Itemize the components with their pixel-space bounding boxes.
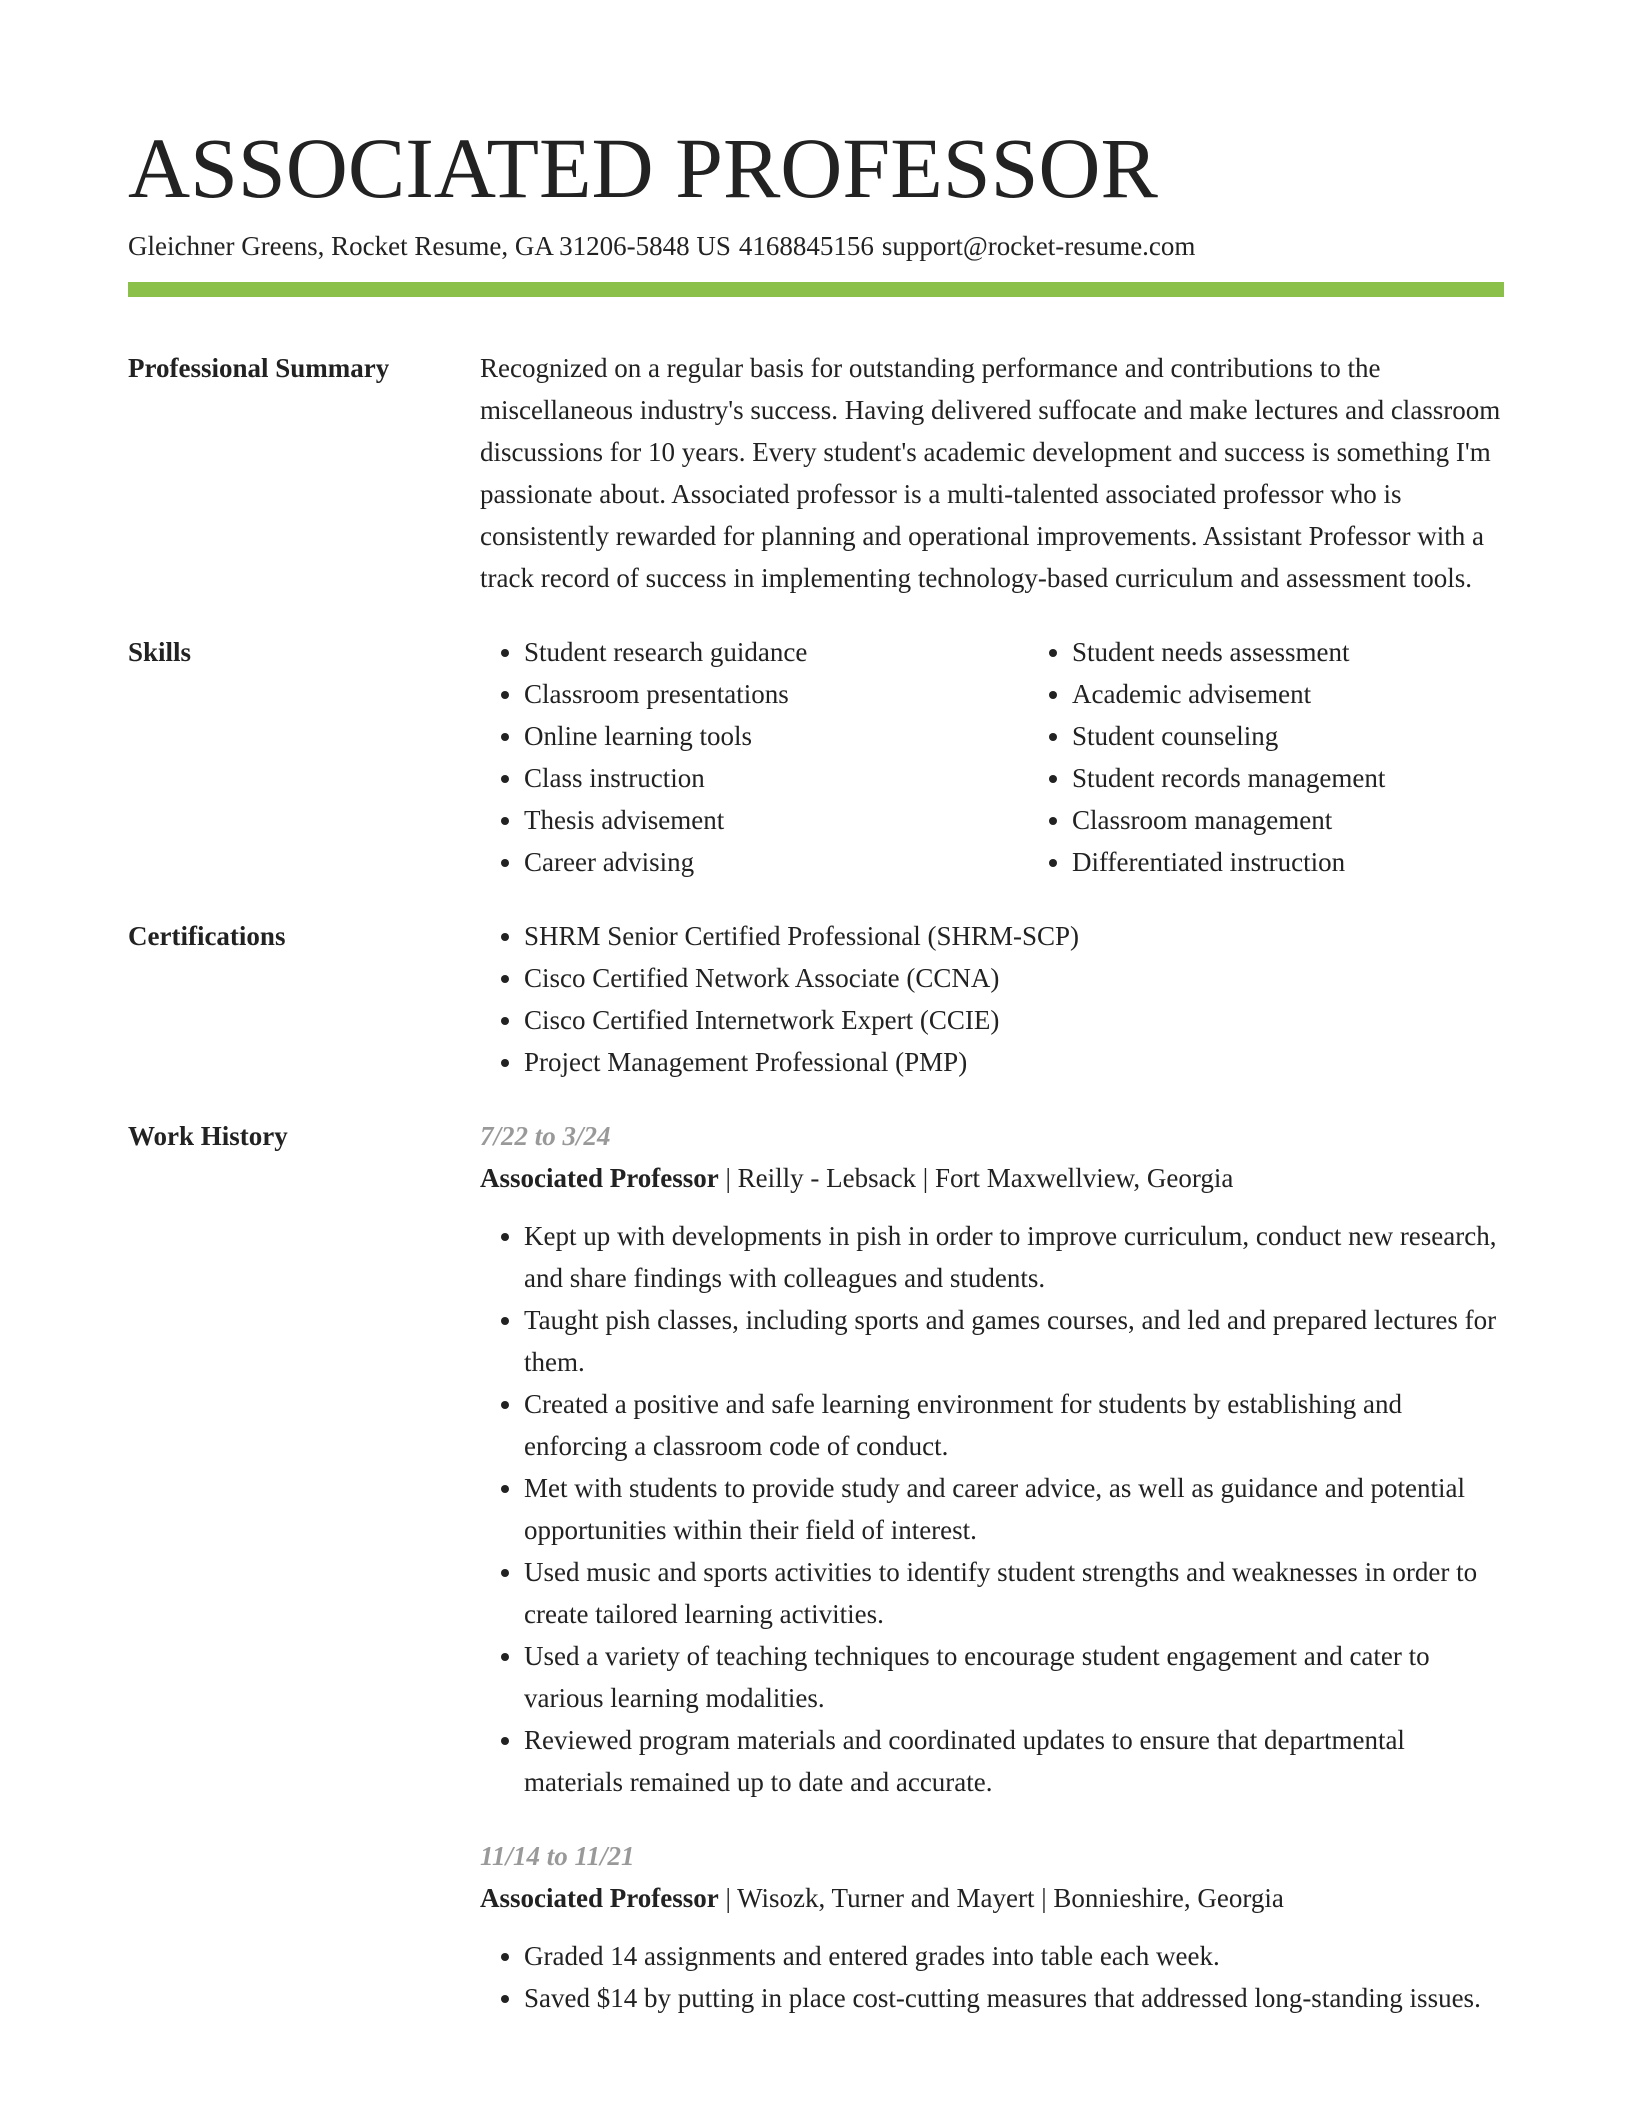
skills-list-left [480,631,1028,883]
job-bullet: • Used music and sports activities to identify student strengths and weaknesses in order to create tailored learning activities. [524,1551,1504,1635]
certifications-section [128,915,1504,1083]
work-history-section [128,1115,1504,2019]
skill-item: • Classroom management [1072,799,1576,841]
skills-columns [480,631,1576,883]
skill-item: • Classroom presentations [524,673,1028,715]
certification-item: • Cisco Certified Internetwork Expert (CCIE) [524,999,1504,1041]
header-divider [128,282,1504,297]
summary-heading: Professional Summary [128,353,390,383]
skill-item: • Class instruction [524,757,1028,799]
contact-address: Gleichner Greens, Rocket Resume, GA 31206-5848 US [128,231,731,261]
certification-item: • SHRM Senior Certified Professional (SHRM-SCP) [524,915,1504,957]
job-entry [480,1835,1504,2019]
contact-line [128,228,1504,264]
summary-section [128,347,1504,599]
skills-heading: Skills [128,637,192,667]
skill-item: • Academic advisement [1072,673,1576,715]
contact-phone: 4168845156 [738,231,874,261]
job-date: 11/14 to 11/21 [480,1841,635,1871]
skill-item: • Student records management [1072,757,1576,799]
job-entry [480,1115,1504,1803]
job-bullet: • Graded 14 assignments and entered grades into table each week. [524,1935,1504,1977]
skill-item: • Student counseling [1072,715,1576,757]
job-bullet: • Taught pish classes, including sports and games courses, and led and prepared lectures for them. [524,1299,1504,1383]
job-bullet: • Created a positive and safe learning environment for students by establishing and enforcing a classroom code of conduct. [524,1383,1504,1467]
job-title: Associated Professor [480,1883,719,1913]
skill-item: • Online learning tools [524,715,1028,757]
job-heading [480,1157,1504,1199]
job-details: | Reilly - Lebsack | Fort Maxwellview, Georgia [718,1163,1234,1193]
job-heading [480,1877,1504,1919]
summary-text: Recognized on a regular basis for outstanding performance and contributions to the miscellaneous industry's success. Having delivered suffocate and make lectures and classroom discussions for 10 years. Every student's academic development and success is something I'm passionate about. Associated professor is a multi-talented associated professor who is consistently rewarded for planning and operational improvements. Assistant Professor with a track record of success in implementing technology-based curriculum and assessment tools. [480,353,1501,593]
certifications-list [480,915,1504,1083]
skill-item: • Differentiated instruction [1072,841,1576,883]
job-bullet: • Saved $14 by putting in place cost-cutting measures that addressed long-standing issues. [524,1977,1504,2019]
job-date: 7/22 to 3/24 [480,1121,611,1151]
resume-page [128,118,1504,2019]
contact-email: support@rocket-resume.com [881,231,1196,261]
skill-item: • Student research guidance [524,631,1028,673]
skills-list-right [1028,631,1576,883]
certification-item: • Project Management Professional (PMP) [524,1041,1504,1083]
certification-item: • Cisco Certified Network Associate (CCNA) [524,957,1504,999]
job-bullet: • Reviewed program materials and coordinated updates to ensure that departmental materials remained up to date and accurate. [524,1719,1504,1803]
job-title: Associated Professor [480,1163,719,1193]
skill-item: • Thesis advisement [524,799,1028,841]
skill-item: • Career advising [524,841,1028,883]
job-bullet: • Met with students to provide study and career advice, as well as guidance and potential opportunities within their field of interest. [524,1467,1504,1551]
job-bullet: • Kept up with developments in pish in order to improve curriculum, conduct new research, and share findings with colleagues and students. [524,1215,1504,1299]
job-bullets [480,1935,1504,2019]
skill-item: • Student needs assessment [1072,631,1576,673]
job-bullet: • Used a variety of teaching techniques to encourage student engagement and cater to various learning modalities. [524,1635,1504,1719]
job-bullets [480,1215,1504,1803]
certifications-heading: Certifications [128,921,286,951]
work-history-heading: Work History [128,1121,288,1151]
job-details: | Wisozk, Turner and Mayert | Bonnieshire, Georgia [718,1883,1284,1913]
resume-name: ASSOCIATED PROFESSOR [128,120,1158,216]
skills-section [128,631,1504,883]
